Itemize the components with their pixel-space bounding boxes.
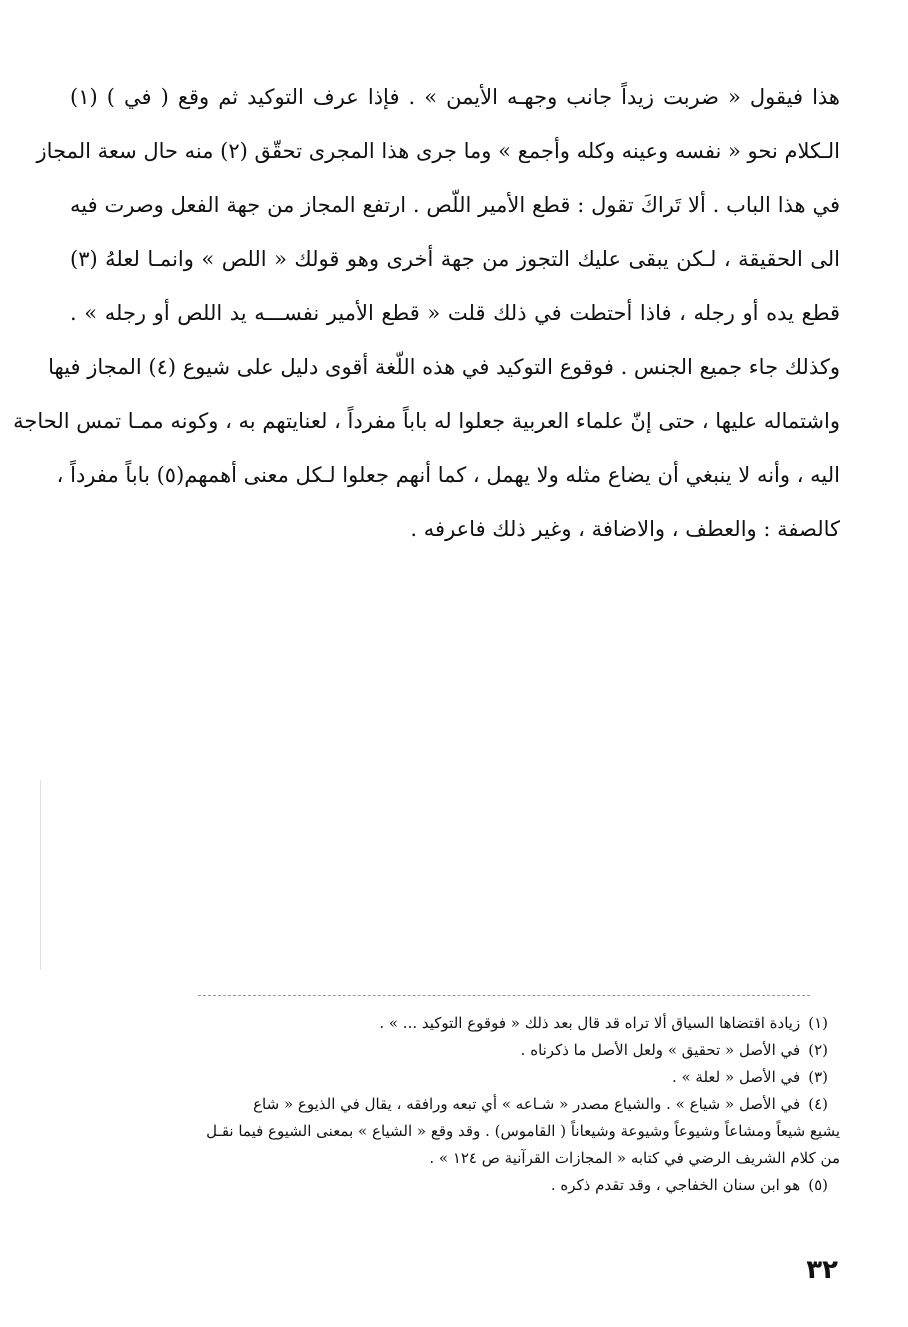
body-line-6: وكذلك جاء جميع الجنس . فوقوع التوكيد في هذه اللّغة أقوى دليل على شيوع (٤) المجاز فيها [48, 355, 840, 379]
footnote-3 [70, 1064, 840, 1091]
footnote-number: (٥) [808, 1176, 828, 1194]
margin-scan-mark [40, 780, 41, 970]
footnote-text: زيادة اقتضاها السياق ألا تراه قد قال بعد ذلك « فوقوع التوكيد ... » . [379, 1014, 801, 1032]
body-text [13, 70, 840, 556]
footnote-2 [70, 1037, 840, 1064]
body-line-1: هذا فيقول « ضربت زيداً جانب وجهـه الأيمن » . فإذا عرف التوكيد ثم وقع ( في ) (١) [70, 85, 840, 109]
page-number: ٣٢ [806, 1255, 838, 1285]
body-line-7: واشتماله عليها ، حتى إنّ علماء العربية جعلوا له باباً مفرداً ، لعنايتهم به ، وكونه ممـا تمس الحاجة [13, 409, 840, 433]
body-line-2: الـكلام نحو « نفسه وعينه وكله وأجمع » وما جرى هذا المجرى تحقّق (٢) منه حال سعة المجاز [36, 139, 840, 163]
footnote-text: في الأصل « لعلة » . [671, 1068, 801, 1086]
footnote-number: (٢) [808, 1041, 828, 1059]
footnote-text: من كلام الشريف الرضي في كتابه « المجازات القرآنية ص ١٢٤ » . [429, 1149, 840, 1167]
footnote-text: في الأصل « تحقيق » ولعل الأصل ما ذكرناه . [520, 1041, 801, 1059]
footnote-5 [70, 1172, 840, 1199]
footnote-4-continued-2 [70, 1145, 840, 1172]
body-line-3: في هذا الباب . ألا تَراكَ تقول : قطع الأمير اللّص . ارتفع المجاز من جهة الفعل وصرت فيه [70, 193, 840, 217]
footnote-1 [70, 1010, 840, 1037]
footnote-divider [198, 995, 810, 996]
footnote-number: (٣) [808, 1068, 828, 1086]
footnote-text: في الأصل « شياع » . والشياع مصدر « شـاعه » أي تبعه ورافقه ، يقال في الذيوع « شاع [253, 1095, 801, 1113]
footnotes [70, 1010, 840, 1199]
footnote-text: هو ابن سنان الخفاجي ، وقد تقدم ذكره . [550, 1176, 801, 1194]
body-line-5: قطع يده أو رجله ، فاذا أحتطت في ذلك قلت « قطع الأمير نفســـه يد اللص أو رجله » . [70, 301, 840, 325]
footnote-text: يشيع شيعاً ومشاعاً وشيوعاً وشيوعة وشيعاناً ( القاموس) . وقد وقع « الشياع » بمعنى الشيوع فيما نقـل [206, 1122, 840, 1140]
body-line-9: كالصفة : والعطف ، والاضافة ، وغير ذلك فاعرفه . [410, 517, 840, 541]
body-line-4: الى الحقيقة ، لـكن يبقى عليك التجوز من جهة أخرى وهو قولك « اللص » وانمـا لعلهُ (٣) [70, 247, 840, 271]
body-line-8: اليه ، وأنه لا ينبغي أن يضاع مثله ولا يهمل ، كما أنهم جعلوا لـكل معنى أهمهم(٥) باباً مفرداً ، [56, 463, 840, 487]
footnote-number: (٤) [808, 1095, 828, 1113]
footnote-4-continued [70, 1118, 840, 1145]
footnote-4 [70, 1091, 840, 1118]
footnote-number: (١) [808, 1014, 828, 1032]
